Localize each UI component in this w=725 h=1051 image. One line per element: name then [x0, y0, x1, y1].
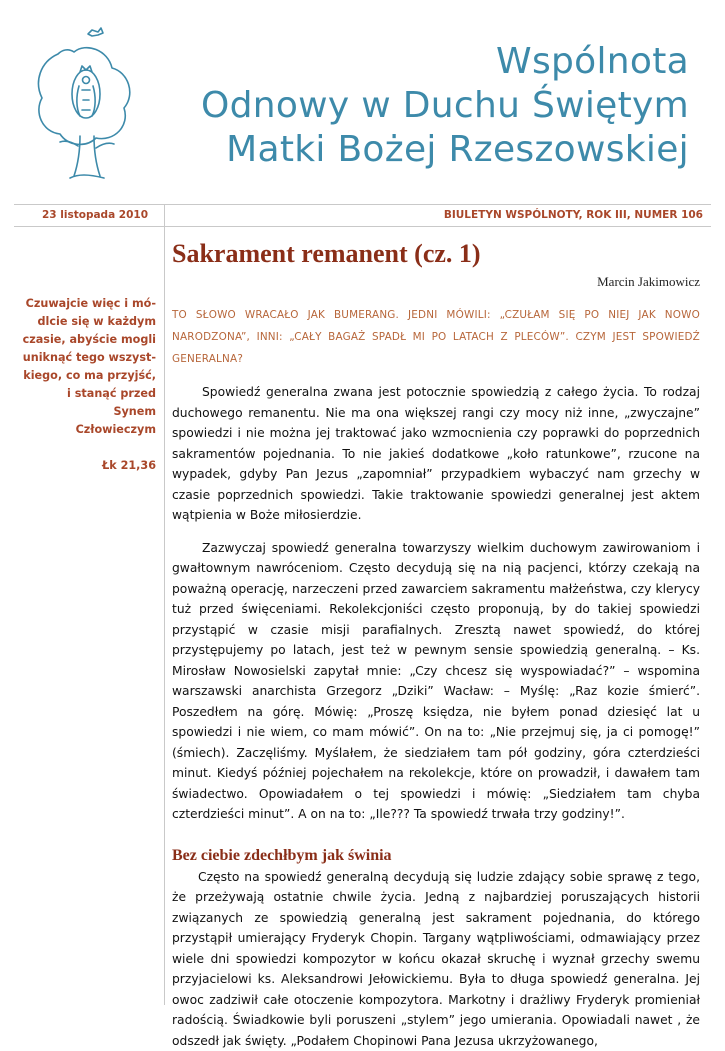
- article-subheading: Bez ciebie zdechłbym jak świnia: [172, 845, 700, 867]
- sidebar-quote-box: [22, 295, 156, 475]
- article-paragraph-3: Często na spowiedź generalną decydują się ludzie zdający sobie sprawę z tego, że przeżywają ostatnie chwile życia. Jedną z najbardziej poruszających historii związanych ze spowiedzią generalną jest sakrament pojednania, do którego przystąpił umierający Fryderyk Chopin. Targany wątpliwościami, odmawiający przez wiele dni spowiedzi kompozytor w końcu okazał skruchę i wyznał grzechy swemu przyjacielowi ks. Aleksandrowi Jełowickiemu. Była to długa spowiedź generalna. Jej owoc zadziwił całe otoczenie kompozytora. Markotny i drażliwy Fryderyk promieniał radością. Świadkowie byli poruszeni „stylem” jego umierania. Opowiadali nawet , że odszedł jak święty. „Podałem Chopinowi Pana Jezusa ukrzyżowanego,: [172, 867, 700, 1051]
- header-divider: [164, 205, 165, 226]
- masthead-line-3: Matki Bożej Rzeszowskiej: [201, 128, 689, 172]
- masthead-line-2: Odnowy w Duchu Świętym: [201, 84, 689, 128]
- article-title: Sakrament remanent (cz. 1): [172, 236, 700, 272]
- article-author: Marcin Jakimowicz: [172, 273, 700, 291]
- scripture-quote: Czuwajcie więc i mó- dlcie się w każdym czasie, abyście mogli uniknąć tego wszyst- kiego, co ma przyjść, i stanąć przed Synem Człowieczym: [22, 295, 156, 439]
- masthead: [201, 40, 689, 172]
- sidebar-divider: [164, 225, 165, 1005]
- issue-label: BIULETYN WSPÓLNOTY, ROK III, NUMER 106: [444, 209, 703, 221]
- article-paragraph-2: Zazwyczaj spowiedź generalna towarzyszy wielkim duchowym zawirowaniom i gwałtownym nawróceniom. Często decydują się na nią pacjenci, którzy czekają na poważną operację, narzeczeni przed zawarciem sakramentu małżeństwa, czy klerycy tuż przed święceniami. Rekolekcjoniści często proponują, by do takiej spowiedzi przystąpić w czasie misji parafialnych. Zresztą nawet spowiedź, do której przystępujemy po latach, jest też w pewnym sensie spowiedzią generalną. – Ks. Mirosław Nowosielski zapytał mnie: „Czy chcesz się wyspowiadać?” – wspomina warszawski anarchista Grzegorz „Dziki” Wacław: – Myślę: „Raz kozie śmierć”. Poszedłem na górę. Mówię: „Proszę księdza, nie byłem ponad dziesięć lat u spowiedzi i nie wiem, co mam mówić”. On na to: „Nie przejmuj się, ja ci pomogę!” (śmiech). Zaczęliśmy. Myślałem, że siedziałem tam pół godziny, góra czterdzieści minut. Kiedyś później pojechałem na rekolekcje, które on prowadził, i dawałem tam świadectwo. Opowiadałem o tej spowiedzi i mówię: „Siedziałem tam chyba czterdzieści minut”. A on na to: „Ile??? Ta spowiedź trwała trzy godziny!”.: [172, 538, 700, 825]
- issue-date: 23 listopada 2010: [42, 209, 148, 221]
- masthead-line-1: Wspólnota: [201, 40, 689, 84]
- article: [172, 236, 700, 1051]
- scripture-reference: Łk 21,36: [22, 457, 156, 475]
- community-logo-tree-icon: [30, 24, 140, 189]
- article-lead: TO SŁOWO WRACAŁO JAK BUMERANG. JEDNI MÓWILI: „CZUŁAM SIĘ PO NIEJ JAK NOWO NARODZONA”, INNI: „CAŁY BAGAŻ SPADŁ MI PO LATACH Z PLECÓW”. CZYM JEST SPOWIEDŹ GENERALNA?: [172, 304, 700, 370]
- bulletin-header-bar: [14, 204, 711, 227]
- article-paragraph-1: Spowiedź generalna zwana jest potocznie spowiedzią z całego życia. To rodzaj duchowego remanentu. Nie ma ona większej rangi czy mocy niż inne, „zwyczajne” spowiedzi i nie można jej traktować jako wzmocnienia czy poprawki do poprzednich sakramentów pojednania. To nie jakieś dodatkowe „koło ratunkowe”, rzucone na wypadek, gdyby Pan Jezus „zapomniał” przypadkiem wybaczyć nam grzechy w czasie poprzednich spowiedzi. Takie traktowanie spowiedzi generalnej jest aktem wątpienia w Boże miłosierdzie.: [172, 382, 700, 526]
